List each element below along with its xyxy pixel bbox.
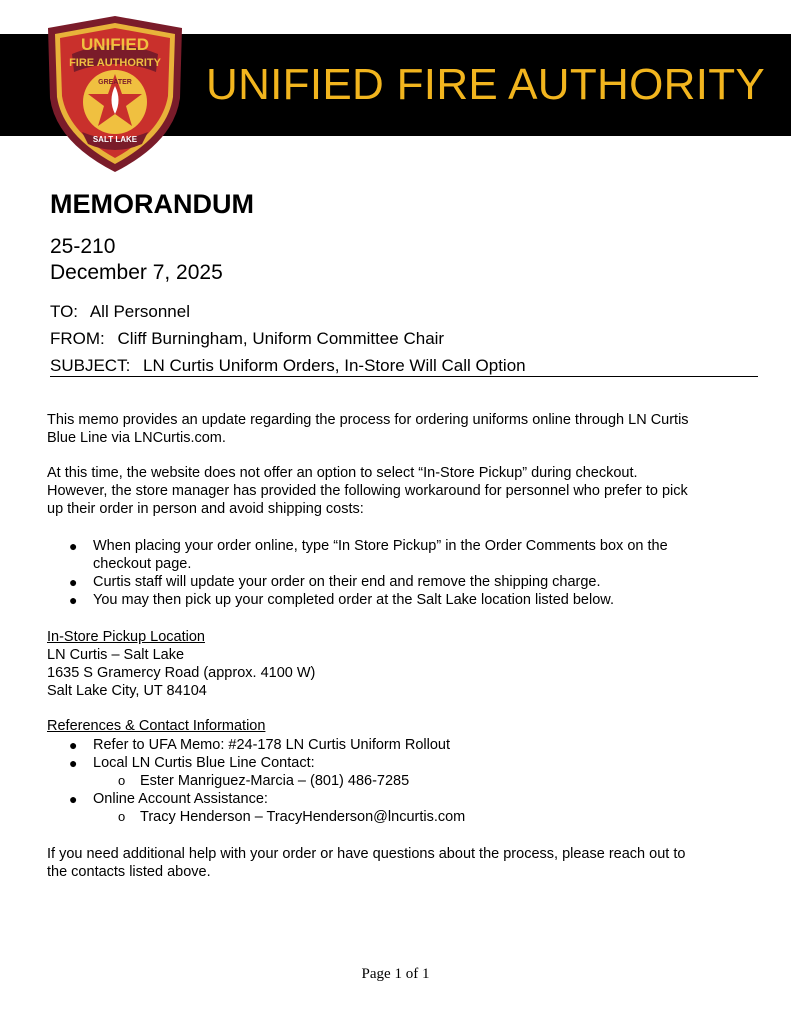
pickup-location-heading: In-Store Pickup Location bbox=[47, 629, 205, 645]
list-item-text: When placing your order online, type “In Store Pickup” in the Order Comments box on the bbox=[93, 538, 668, 554]
para2-line-1: At this time, the website does not offer an option to select “In-Store Pickup” during checkout. bbox=[47, 465, 638, 481]
from-line bbox=[50, 329, 444, 349]
list-item bbox=[47, 754, 747, 772]
org-name: UNIFIED FIRE AUTHORITY bbox=[206, 60, 766, 109]
memo-heading: MEMORANDUM bbox=[50, 189, 254, 219]
ufa-shield-logo bbox=[42, 14, 188, 176]
intro-paragraph bbox=[47, 411, 747, 447]
to-line bbox=[50, 302, 190, 322]
closing-line-1: If you need additional help with your order or have questions about the process, please reach out to bbox=[47, 846, 686, 862]
local-contact-label: Local LN Curtis Blue Line Contact: bbox=[93, 755, 315, 771]
workaround-paragraph bbox=[47, 464, 747, 518]
intro-line-2: Blue Line via LNCurtis.com. bbox=[47, 430, 226, 446]
online-assist-label: Online Account Assistance: bbox=[93, 791, 268, 807]
memo-reference: Refer to UFA Memo: #24-178 LN Curtis Uniform Rollout bbox=[93, 737, 450, 753]
bullet-icon: ● bbox=[69, 737, 78, 753]
sub-bullet-icon: o bbox=[118, 809, 126, 824]
local-contact-person: Ester Manriguez-Marcia – (801) 486-7285 bbox=[140, 773, 410, 789]
from-label: FROM: bbox=[50, 329, 105, 348]
list-item-text: Curtis staff will update your order on their end and remove the shipping charge. bbox=[93, 574, 601, 590]
pickup-location-block bbox=[47, 628, 747, 700]
references-list bbox=[47, 736, 747, 826]
memo-number: 25-210 bbox=[50, 235, 116, 258]
from-value: Cliff Burningham, Uniform Committee Chair bbox=[117, 329, 445, 348]
online-assist-person: Tracy Henderson – TracyHenderson@lncurtis.com bbox=[140, 809, 466, 825]
list-item bbox=[47, 790, 747, 808]
para2-line-3: up their order in person and avoid shipping costs: bbox=[47, 501, 364, 517]
bullet-icon: ● bbox=[69, 592, 78, 608]
list-item bbox=[47, 591, 747, 609]
logo-text-greater: GREATER bbox=[98, 79, 132, 86]
list-item bbox=[47, 573, 747, 591]
sub-list-item bbox=[47, 808, 747, 826]
references-heading-text: References & Contact Information bbox=[47, 718, 266, 734]
closing-paragraph bbox=[47, 845, 747, 881]
list-item-text-continued: checkout page. bbox=[93, 556, 192, 572]
header-divider bbox=[50, 376, 758, 377]
intro-line-1: This memo provides an update regarding the process for ordering uniforms online through LN Curtis bbox=[47, 412, 689, 428]
subject-value: LN Curtis Uniform Orders, In-Store Will Call Option bbox=[143, 356, 526, 375]
bullet-icon: ● bbox=[69, 574, 78, 590]
location-line: 1635 S Gramercy Road (approx. 4100 W) bbox=[47, 665, 316, 681]
bullet-icon: ● bbox=[69, 755, 78, 771]
logo-text-unified: UNIFIED bbox=[81, 35, 149, 54]
list-item bbox=[47, 736, 747, 754]
location-line: Salt Lake City, UT 84104 bbox=[47, 683, 207, 699]
references-heading bbox=[47, 717, 747, 735]
subject-line bbox=[50, 356, 526, 376]
location-line: LN Curtis – Salt Lake bbox=[47, 647, 185, 663]
para2-line-2: However, the store manager has provided the following workaround for personnel who prefer to pick bbox=[47, 483, 688, 499]
to-label: TO: bbox=[50, 302, 79, 321]
to-value: All Personnel bbox=[89, 302, 190, 321]
bullet-icon: ● bbox=[69, 791, 78, 807]
page-number: Page 1 of 1 bbox=[361, 966, 430, 982]
logo-text-fire-authority: FIRE AUTHORITY bbox=[69, 57, 161, 69]
workaround-list bbox=[47, 537, 747, 609]
list-item bbox=[47, 537, 747, 573]
closing-line-2: the contacts listed above. bbox=[47, 864, 211, 880]
memo-date: December 7, 2025 bbox=[50, 261, 223, 284]
sub-list-item bbox=[47, 772, 747, 790]
subject-label: SUBJECT: bbox=[50, 356, 131, 375]
logo-text-salt-lake: SALT LAKE bbox=[92, 135, 138, 144]
sub-bullet-icon: o bbox=[118, 773, 126, 788]
bullet-icon: ● bbox=[69, 538, 78, 554]
list-item-text: You may then pick up your completed order at the Salt Lake location listed below. bbox=[93, 592, 614, 608]
